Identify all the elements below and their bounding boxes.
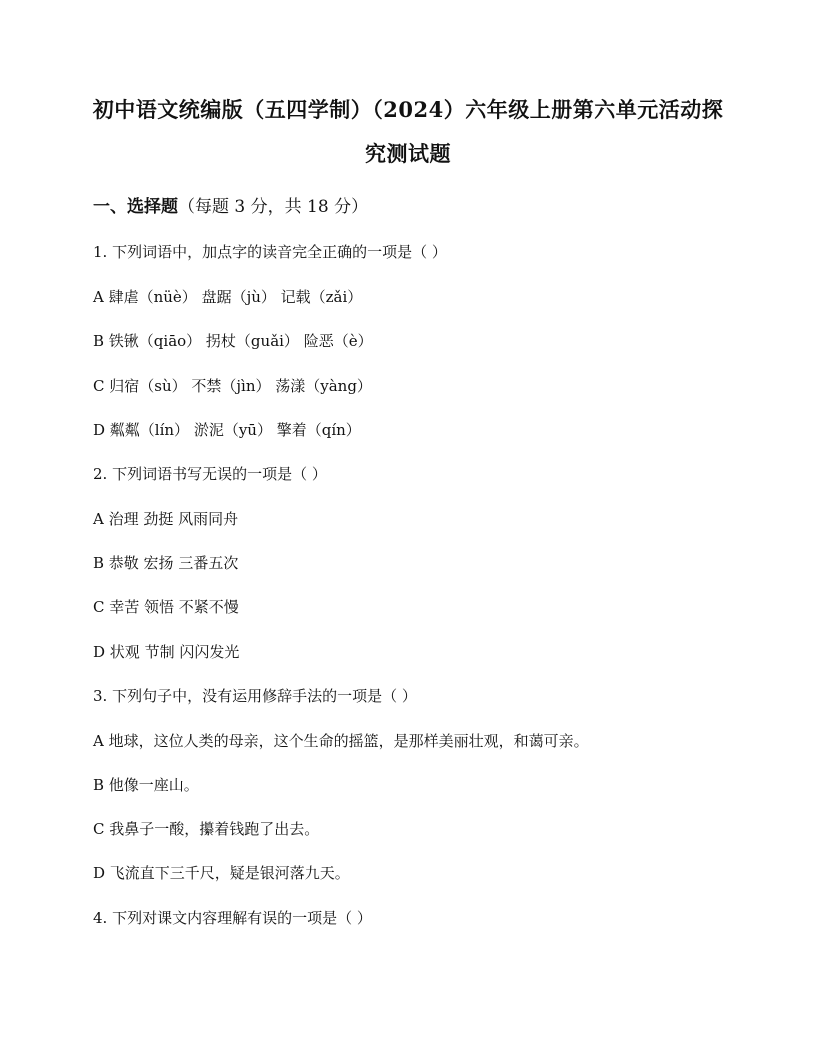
question-3: 3. 下列句子中，没有运用修辞手法的一项是（ ） [93,687,417,705]
section-heading [93,192,368,217]
question-3-option-a: A 地球，这位人类的母亲，这个生命的摇篮，是那样美丽壮观，和蔼可亲。 [93,732,589,750]
question-1-option-c: C 归宿（sù） 不禁（jìn） 荡漾（yàng） [93,377,372,395]
question-3-option-c: C 我鼻子一酸，攥着钱跑了出去。 [93,820,320,838]
question-1-option-a: A 肆虐（nüè） 盘踞（jù） 记载（zǎi） [93,288,363,306]
document-title-line-1: 初中语文统编版（五四学制）（2024）六年级上册第六单元活动探 [92,97,724,122]
question-2: 2. 下列词语书写无误的一项是（ ） [93,465,327,483]
question-1-option-b: B 铁锹（qiāo） 拐杖（guǎi） 险恶（è） [93,332,373,350]
question-4: 4. 下列对课文内容理解有误的一项是（ ） [93,909,372,927]
question-3-option-b: B 他像一座山。 [93,776,199,794]
document-title-line-2: 究测试题 [365,141,451,166]
question-2-option-c: C 幸苦 领悟 不紧不慢 [93,598,239,616]
question-2-option-d: D 状观 节制 闪闪发光 [93,643,240,661]
question-1: 1. 下列词语中，加点字的读音完全正确的一项是（ ） [93,243,447,261]
section-title: 一、选择题 [93,197,178,217]
question-3-option-d: D 飞流直下三千尺，疑是银河落九天。 [93,864,350,882]
question-2-option-b: B 恭敬 宏扬 三番五次 [93,554,239,572]
question-2-option-a: A 治理 劲挺 风雨同舟 [93,510,239,528]
section-score-note: （每题 3 分，共 18 分） [178,197,369,217]
question-1-option-d: D 粼粼（lín） 淤泥（yū） 擎着（qín） [93,421,361,439]
